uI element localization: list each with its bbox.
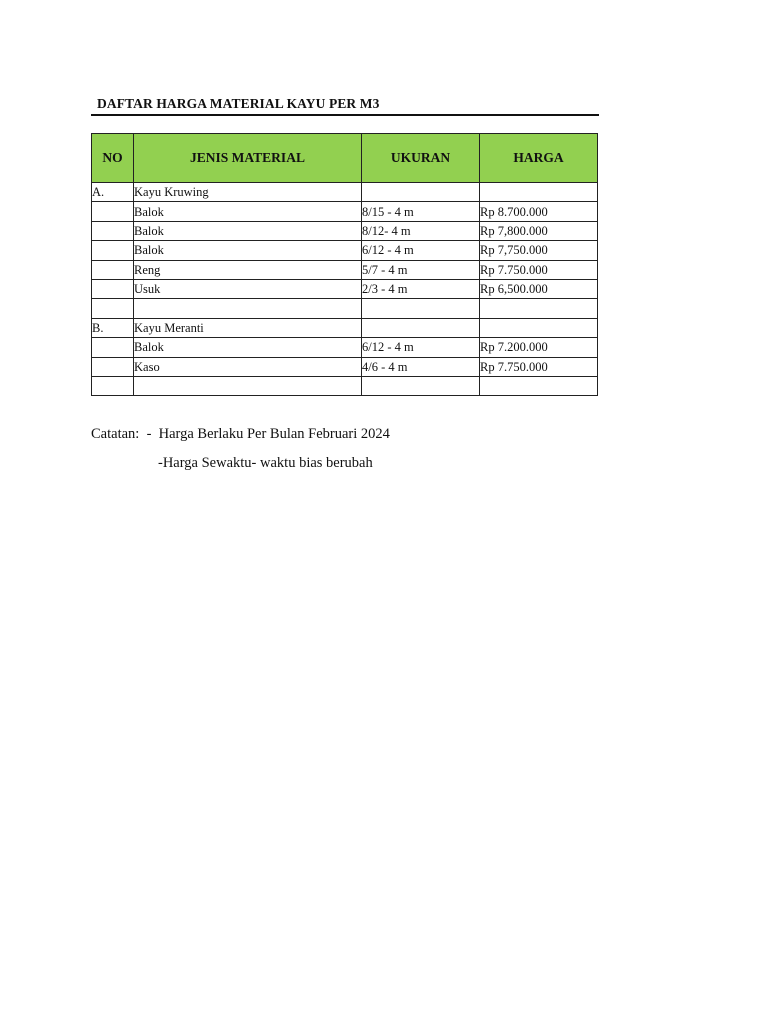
cell-harga <box>480 376 598 395</box>
cell-no <box>92 338 134 357</box>
cell-no <box>92 279 134 298</box>
cell-no <box>92 376 134 395</box>
cell-ukuran <box>362 299 480 318</box>
cell-no: B. <box>92 318 134 337</box>
title-underline <box>91 114 599 116</box>
table-row <box>92 279 598 298</box>
cell-jenis: Kayu Kruwing <box>134 183 362 202</box>
table-row <box>92 318 598 337</box>
cell-no <box>92 241 134 260</box>
cell-ukuran: 8/12- 4 m <box>362 221 480 240</box>
table-row <box>92 260 598 279</box>
header-no: NO <box>92 134 134 183</box>
table-row <box>92 376 598 395</box>
cell-harga <box>480 299 598 318</box>
cell-jenis: Balok <box>134 241 362 260</box>
header-ukuran: UKURAN <box>362 134 480 183</box>
cell-jenis <box>134 299 362 318</box>
header-harga: HARGA <box>480 134 598 183</box>
cell-jenis: Usuk <box>134 279 362 298</box>
table-row <box>92 221 598 240</box>
table-row <box>92 338 598 357</box>
cell-ukuran: 5/7 - 4 m <box>362 260 480 279</box>
cell-harga <box>480 183 598 202</box>
cell-jenis: Balok <box>134 338 362 357</box>
note-line-validity: Catatan: - Harga Berlaku Per Bulan Februari 2024 <box>91 426 390 442</box>
table-header-row <box>92 134 598 183</box>
cell-no <box>92 221 134 240</box>
cell-jenis: Kaso <box>134 357 362 376</box>
table-row <box>92 241 598 260</box>
cell-jenis: Kayu Meranti <box>134 318 362 337</box>
cell-harga: Rp 7.750.000 <box>480 260 598 279</box>
table-row <box>92 299 598 318</box>
cell-jenis: Reng <box>134 260 362 279</box>
cell-no <box>92 202 134 221</box>
note-line-price-change: -Harga Sewaktu- waktu bias berubah <box>158 455 373 471</box>
cell-ukuran: 2/3 - 4 m <box>362 279 480 298</box>
cell-ukuran <box>362 318 480 337</box>
cell-harga: Rp 7,800.000 <box>480 221 598 240</box>
cell-ukuran: 4/6 - 4 m <box>362 357 480 376</box>
cell-jenis: Balok <box>134 221 362 240</box>
cell-no <box>92 299 134 318</box>
cell-harga <box>480 318 598 337</box>
cell-ukuran: 6/12 - 4 m <box>362 338 480 357</box>
cell-ukuran: 8/15 - 4 m <box>362 202 480 221</box>
header-jenis-material: JENIS MATERIAL <box>134 134 362 183</box>
cell-ukuran: 6/12 - 4 m <box>362 241 480 260</box>
cell-ukuran <box>362 376 480 395</box>
table-row <box>92 202 598 221</box>
cell-no <box>92 357 134 376</box>
table-row <box>92 357 598 376</box>
cell-no <box>92 260 134 279</box>
cell-harga: Rp 7.200.000 <box>480 338 598 357</box>
cell-ukuran <box>362 183 480 202</box>
cell-jenis: Balok <box>134 202 362 221</box>
document-title: DAFTAR HARGA MATERIAL KAYU PER M3 <box>97 96 380 111</box>
cell-harga: Rp 7.750.000 <box>480 357 598 376</box>
cell-no: A. <box>92 183 134 202</box>
price-table <box>91 133 598 396</box>
cell-harga: Rp 6,500.000 <box>480 279 598 298</box>
cell-harga: Rp 7,750.000 <box>480 241 598 260</box>
cell-jenis <box>134 376 362 395</box>
cell-harga: Rp 8.700.000 <box>480 202 598 221</box>
table-row <box>92 183 598 202</box>
